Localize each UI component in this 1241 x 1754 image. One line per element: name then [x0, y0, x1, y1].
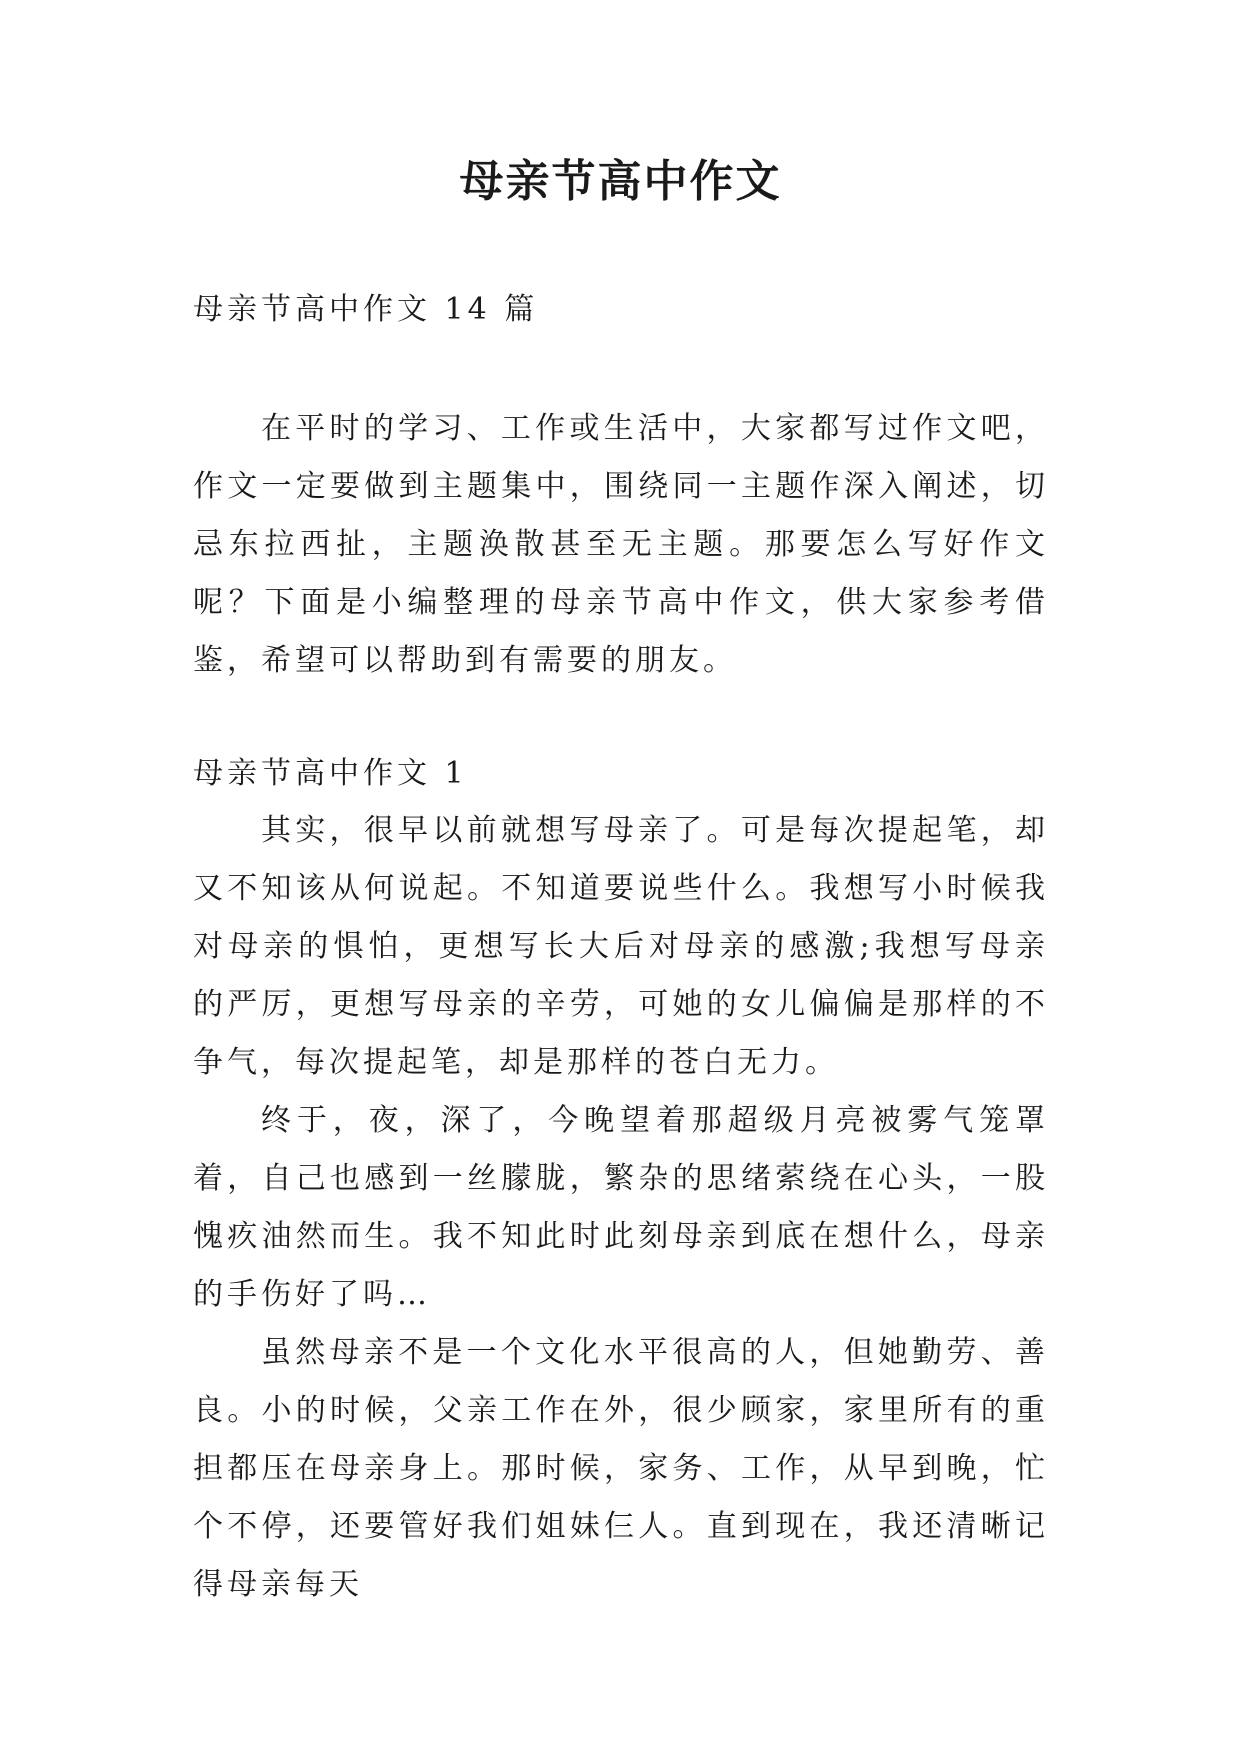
document-subtitle: 母亲节高中作文 14 篇 [193, 292, 539, 327]
intro-paragraph: 在平时的学习、工作或生活中，大家都写过作文吧，作文一定要做到主题集中，围绕同一主题作深入阐述，切忌东拉西扯，主题涣散甚至无主题。那要怎么写好作文呢？下面是小编整理的母亲节高中作文，供大家参考借鉴，希望可以帮助到有需要的朋友。 [193, 411, 1049, 678]
essay-paragraph-3: 虽然母亲不是一个文化水平很高的人，但她勤劳、善良。小的时候，父亲工作在外，很少顾家，家里所有的重担都压在母亲身上。那时候，家务、工作，从早到晚，忙个不停，还要管好我们姐妹仨人。直到现在，我还清晰记得母亲每天 [193, 1335, 1049, 1602]
section-heading: 母亲节高中作文 1 [193, 756, 468, 791]
essay-paragraph-2: 终于，夜，深了，今晚望着那超级月亮被雾气笼罩着，自己也感到一丝朦胧，繁杂的思绪萦绕在心头，一股愧疚油然而生。我不知此时此刻母亲到底在想什么，母亲的手伤好了吗… [193, 1103, 1049, 1312]
page-title: 母亲节高中作文 [459, 156, 782, 207]
intro-block [193, 400, 1049, 690]
essay-body [193, 802, 1049, 1614]
essay-paragraph-1: 其实，很早以前就想写母亲了。可是每次提起笔，却又不知该从何说起。不知道要说些什么。我想写小时候我对母亲的惧怕，更想写长大后对母亲的感激;我想写母亲的严厉，更想写母亲的辛劳，可她的女儿偏偏是那样的不争气，每次提起笔，却是那样的苍白无力。 [193, 813, 1049, 1080]
